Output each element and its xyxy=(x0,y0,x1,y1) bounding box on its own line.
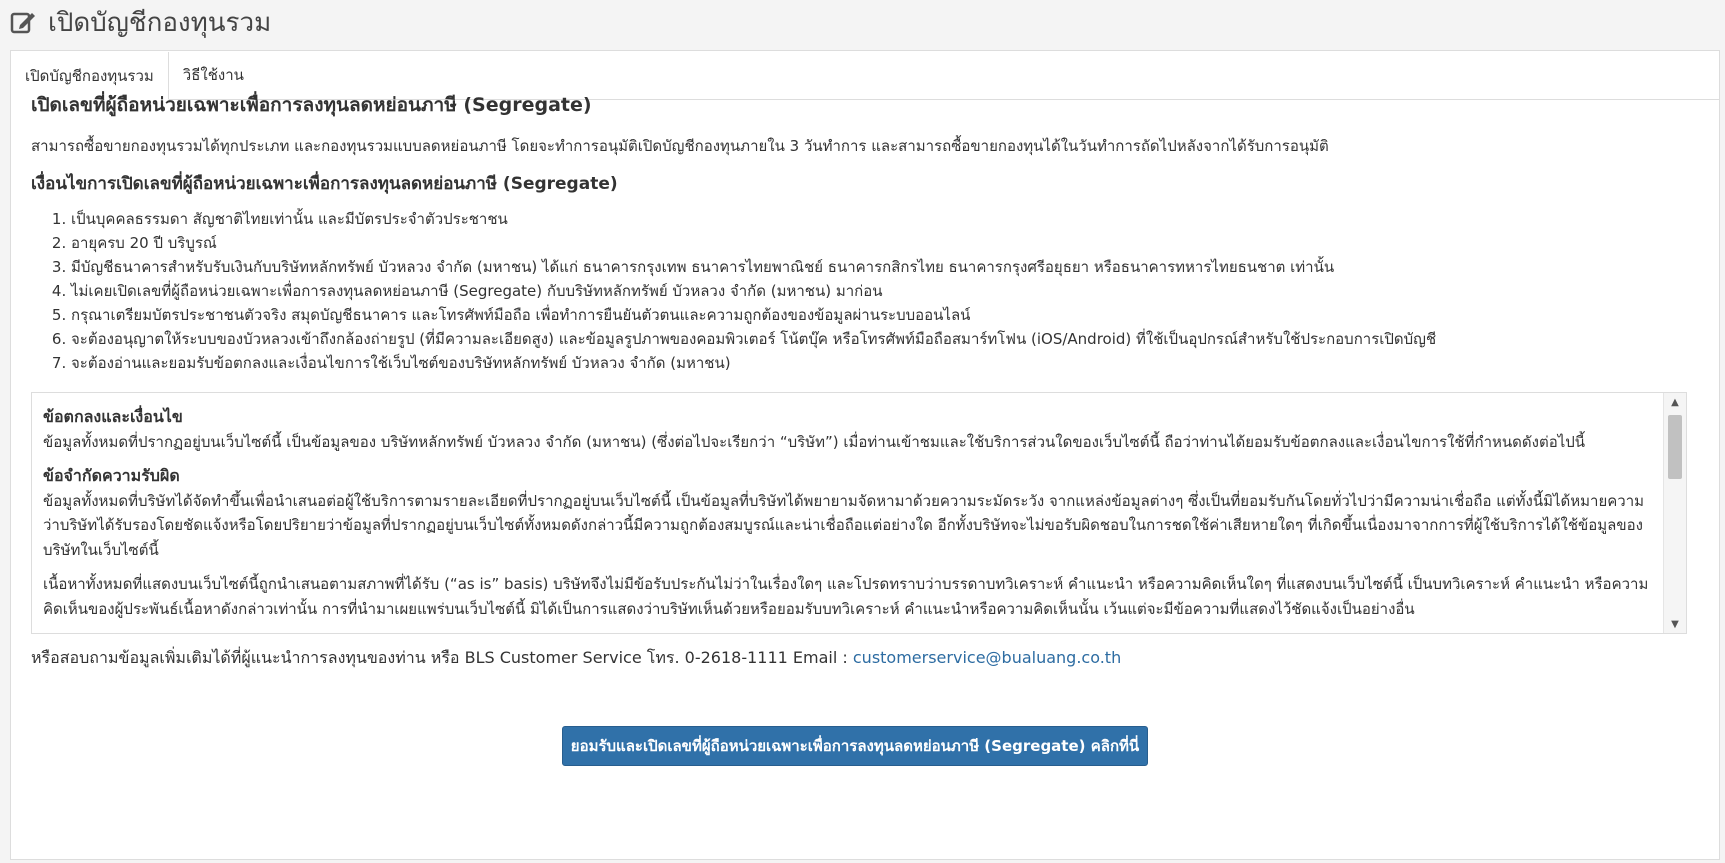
disclaimer-title: ข้อจำกัดความรับผิด xyxy=(43,466,180,485)
terms-scrollbar[interactable] xyxy=(1663,393,1686,633)
conditions-list xyxy=(31,207,1691,375)
terms-scrollbox[interactable] xyxy=(31,392,1687,634)
condition-item: 3. มีบัญชีธนาคารสำหรับรับเงินกับบริษัทหลักทรัพย์ บัวหลวง จำกัด (มหาชน) ได้แก่ ธนาคารกรุงเทพ ธนาคารไทยพาณิชย์ ธนาคารกสิกรไทย ธนาคารกรุงศรีอยุธยา หรือธนาคารทหารไทยธนชาต เท่านั้น xyxy=(71,255,1691,279)
condition-item: 4. ไม่เคยเปิดเลขที่ผู้ถือหน่วยเฉพาะเพื่อการลงทุนลดหย่อนภาษี (Segregate) กับบริษัทหลักทรัพย์ บัวหลวง จำกัด (มหาชน) มาก่อน xyxy=(71,279,1691,303)
terms-title: ข้อตกลงและเงื่อนไข xyxy=(43,407,183,426)
intro-text: สามารถซื้อขายกองทุนรวมได้ทุกประเภท และกองทุนรวมแบบลดหย่อนภาษี โดยจะทำการอนุมัติเปิดบัญชีกองทุนภายใน 3 วันทำการ และสามารถซื้อขายกองทุนได้ในวันทำการถัดไปหลังจากได้รับการอนุมัติ xyxy=(31,137,1329,155)
conditions-heading: เงื่อนไขการเปิดเลขที่ผู้ถือหน่วยเฉพาะเพื่อการลงทุนลดหย่อนภาษี (Segregate) xyxy=(31,174,618,194)
condition-item: 6. จะต้องอนุญาตให้ระบบของบัวหลวงเข้าถึงกล้องถ่ายรูป (ที่มีความละเอียดสูง) และข้อมูลรูปภาพของคอมพิวเตอร์ โน้ตบุ๊ค หรือโทรศัพท์มือถือสมาร์ทโฟน (iOS/Android) ที่ใช้เป็นอุปกรณ์สำหรับใช้ประกอบการเปิดบัญชี xyxy=(71,327,1691,351)
contact-line xyxy=(31,646,1121,671)
condition-item: 1. เป็นบุคคลธรรมดา สัญชาติไทยเท่านั้น และมีบัตรประจำตัวประชาชน xyxy=(71,207,1691,231)
condition-item: 5. กรุณาเตรียมบัตรประชาชนตัวจริง สมุดบัญชีธนาคาร และโทรศัพท์มือถือ เพื่อทำการยืนยันตัวตนและความถูกต้องของข้อมูลผ่านระบบออนไลน์ xyxy=(71,303,1691,327)
page-title-text: เปิดบัญชีกองทุนรวม xyxy=(48,7,272,38)
tab-how-to-use[interactable]: วิธีใช้งาน xyxy=(182,66,244,84)
condition-item: 7. จะต้องอ่านและยอมรับข้อตกลงและเงื่อนไขการใช้เว็บไซต์ของบริษัทหลักทรัพย์ บัวหลวง จำกัด (มหาชน) xyxy=(71,351,1691,375)
terms-content xyxy=(43,405,1652,631)
disclaimer-body-2: เนื้อหาทั้งหมดที่แสดงบนเว็บไซต์นี้ถูกนำเสนอตามสภาพที่ได้รับ (“as is” basis) บริษัทจึงไม่มีข้อรับประกันไม่ว่าในเรื่องใดๆ และโปรดทราบว่าบรรดาบทวิเคราะห์ คำแนะนำ หรือความคิดเห็นใดๆ ที่แสดงบนเว็บไซต์นี้ เป็นบทวิเคราะห์ คำแนะนำ หรือความคิดเห็นของผู้ประพันธ์เนื้อหาดังกล่าวเท่านั้น การที่นำมาเผยแพร่บนเว็บไซต์นี้ มิได้เป็นการแสดงว่าบริษัทเห็นด้วยหรือยอมรับบทวิเคราะห์ คำแนะนำหรือความคิดเห็นนั้น เว้นแต่จะมีข้อความที่แสดงไว้ชัดแจ้งเป็นอย่างอื่น xyxy=(43,575,1649,618)
terms-body: ข้อมูลทั้งหมดที่ปรากฏอยู่บนเว็บไซต์นี้ เป็นข้อมูลของ บริษัทหลักทรัพย์ บัวหลวง จำกัด (มหาชน) (ซึ่งต่อไปจะเรียกว่า “บริษัท”) เมื่อท่านเข้าชมและใช้บริการส่วนใดของเว็บไซต์นี้ ถือว่าท่านได้ยอมรับข้อตกลงและเงื่อนไขการใช้ที่กำหนดดังต่อไปนี้ xyxy=(43,432,1586,451)
condition-item: 2. อายุครบ 20 ปี บริบูรณ์ xyxy=(71,231,1691,255)
scrollbar-thumb[interactable] xyxy=(1668,415,1682,479)
main-content xyxy=(31,90,1691,375)
tab-open-account[interactable]: เปิดบัญชีกองทุนรวม xyxy=(11,52,169,100)
contact-text: หรือสอบถามข้อมูลเพิ่มเติมได้ที่ผู้แนะนำการลงทุนของท่าน หรือ BLS Customer Service โทร. 0-2618-1111 Email : xyxy=(31,648,853,667)
edit-icon xyxy=(8,7,38,37)
section-heading: เปิดเลขที่ผู้ถือหน่วยเฉพาะเพื่อการลงทุนลดหย่อนภาษี (Segregate) xyxy=(31,94,592,116)
scroll-up-arrow-icon[interactable]: ▲ xyxy=(1671,396,1679,408)
email-link[interactable]: customerservice@bualuang.co.th xyxy=(852,648,1122,667)
page-title xyxy=(8,0,271,44)
disclaimer-body: ข้อมูลทั้งหมดที่บริษัทได้จัดทำขึ้นเพื่อนำเสนอต่อผู้ใช้บริการตามรายละเอียดที่ปรากฏอยู่บนเว็บไซต์นี้ เป็นข้อมูลที่บริษัทได้พยายามจัดหามาด้วยความระมัดระวัง จากแหล่งข้อมูลต่างๆ ซึ่งเป็นที่ยอมรับกันโดยทั่วไปว่ามีความน่าเชื่อถือ แต่ทั้งนี้มิได้หมายความว่าบริษัทได้รับรองโดยชัดแจ้งหรือโดยปริยายว่าข้อมูลที่ปรากฏอยู่บนเว็บไซต์ทั้งหมดดังกล่าวนี้มีความถูกต้องสมบูรณ์และน่าเชื่อถือแต่อย่างใด อีกทั้งบริษัทจะไม่ขอรับผิดชอบในการชดใช้ค่าเสียหายใดๆ ที่เกิดขึ้นเนื่องมาจากการที่ผู้ใช้บริการได้ใช้ข้อมูลของบริษัทในเว็บไซต์นี้ xyxy=(43,491,1645,559)
accept-open-account-button[interactable]: ยอมรับและเปิดเลขที่ผู้ถือหน่วยเฉพาะเพื่อการลงทุนลดหย่อนภาษี (Segregate) คลิกที่นี่ xyxy=(562,726,1148,766)
scroll-down-arrow-icon[interactable]: ▼ xyxy=(1671,618,1679,630)
